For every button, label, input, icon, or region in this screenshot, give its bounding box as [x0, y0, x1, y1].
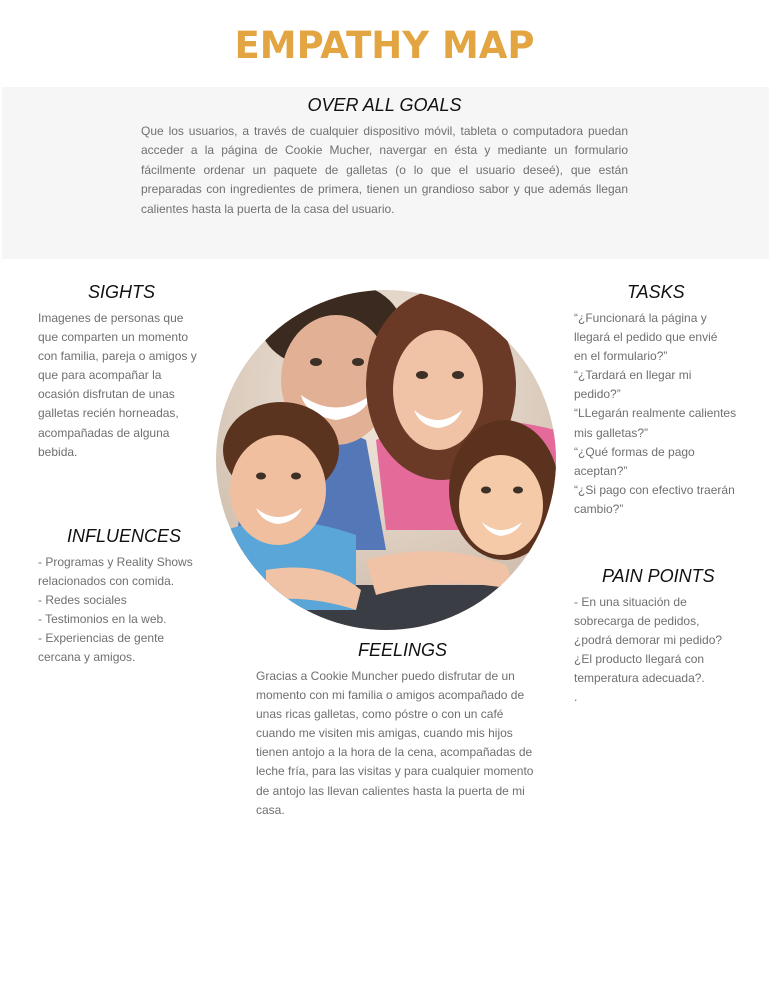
pain-points-line: .	[574, 690, 578, 705]
tasks-line: “¿Si pago con efectivo traerán	[574, 482, 735, 497]
tasks-line: “¿Tardará en llegar mi	[574, 368, 692, 383]
tasks-text	[574, 309, 736, 519]
pain-points-line: ¿podrá demorar mi pedido?	[574, 633, 723, 648]
sights-line: que comparten un momento	[38, 330, 189, 345]
page-title: EMPATHY MAP	[234, 24, 535, 67]
sights-line: ocasión disfrutan de unas	[38, 387, 175, 402]
pain-points-line: - En una situación de	[574, 595, 687, 609]
feelings-line: casa.	[256, 802, 285, 817]
tasks-line: aceptan?”	[574, 463, 628, 478]
pain-points-text	[574, 593, 722, 708]
influences-line: - Experiencias de gente	[38, 631, 165, 646]
tasks-line: pedido?”	[574, 387, 621, 402]
sights-line: que para acompañar la	[38, 368, 162, 383]
influences-line: cercana y amigos.	[38, 650, 136, 665]
tasks-heading: TASKS	[627, 282, 685, 302]
influences-line: - Redes sociales	[38, 593, 127, 608]
feelings-line: tienen antojo a la hora de la cena, acompañadas de	[256, 745, 533, 760]
sights-heading: SIGHTS	[88, 282, 156, 302]
feelings-heading: FEELINGS	[358, 640, 448, 660]
tasks-line: “LLegarán realmente calientes	[574, 406, 737, 421]
feelings-line: cuando me visiten mis amigas, cuando mis hijos	[256, 726, 513, 741]
influences-heading: INFLUENCES	[67, 526, 182, 546]
pain-points-line: temperatura adecuada?.	[574, 671, 705, 686]
influences-line: relacionados con comida.	[38, 574, 175, 589]
tasks-line: “¿Funcionará la página y	[574, 311, 707, 325]
goals-text: Que los usuarios, a través de cualquier dispositivo móvil, tableta o computadora puedan acceder a la página de Cookie Mucher, navergar en ésta y mediante un formulario fácilmente ordenar un paquete de galletas (o lo que el usuario deseé), que están preparadas con ingredientes de primera, tienen un grandioso sabor y que además llegan calientes hasta la puerta de la casa del usuario.	[141, 124, 628, 216]
tasks-line: en el formulario?”	[574, 349, 668, 364]
tasks-line: mis galletas?”	[574, 425, 649, 440]
sights-text	[38, 309, 197, 462]
sights-line: con familia, pareja o amigos y	[38, 349, 197, 364]
goals-heading: OVER ALL GOALS	[307, 95, 462, 115]
sights-line: acompañadas de alguna	[38, 425, 170, 440]
family-photo	[216, 290, 556, 630]
feelings-line: unas ricas galletas, como póstre o con un café	[256, 707, 504, 722]
pain-points-heading: PAIN POINTS	[602, 566, 715, 586]
influences-text	[38, 553, 193, 668]
influences-line: - Programas y Reality Shows	[38, 555, 193, 569]
feelings-line: Gracias a Cookie Muncher puedo disfrutar de un	[256, 669, 515, 683]
tasks-line: “¿Qué formas de pago	[574, 444, 695, 459]
tasks-line: llegará el pedido que envié	[574, 330, 718, 345]
influences-line: - Testimonios en la web.	[38, 612, 167, 627]
feelings-line: momento con mi familia o amigos acompañado de	[256, 688, 525, 703]
feelings-text	[256, 667, 533, 820]
tasks-line: cambio?”	[574, 501, 624, 516]
family-photo-illustration	[216, 290, 556, 630]
feelings-line: de antojo las llevan calientes hasta la puerta de mi	[256, 783, 525, 798]
sights-line: galletas recién horneadas,	[38, 406, 179, 421]
feelings-line: leche fría, para las visitas y para cualquier momento	[256, 764, 534, 779]
pain-points-line: ¿El producto llegará con	[574, 652, 705, 667]
sights-line: bebida.	[38, 444, 78, 459]
pain-points-line: sobrecarga de pedidos,	[574, 614, 700, 629]
sights-line: Imagenes de personas que	[38, 311, 184, 325]
